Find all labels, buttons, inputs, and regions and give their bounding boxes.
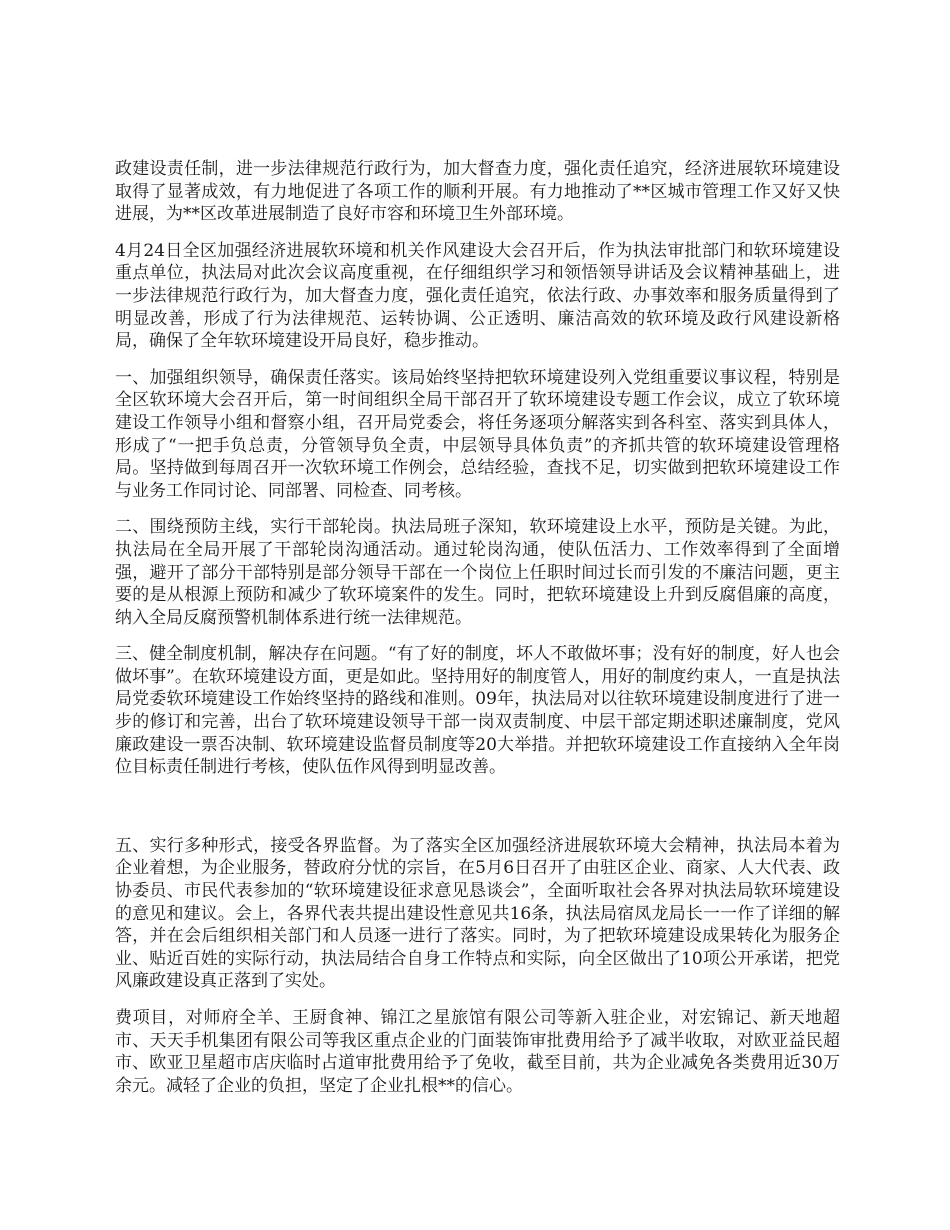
paragraph-meeting-summary: 4月24日全区加强经济进展软环境和机关作风建设大会召开后，作为执法审批部门和软环境建设重点单位，执法局对此次会议高度重视，在仔细组织学习和领悟领导讲话及会议精神基础上，进一步法律规范行政行为，加大督查力度，强化责任追究，依法行政、办事效率和服务质量得到了明显改善，形成了行为法律规范、运转协调、公正透明、廉洁高效的软环境及政行风建设新格局，确保了全年软环境建设开局良好，稳步推动。	[115, 240, 840, 352]
paragraph-section-three: 三、健全制度机制，解决存在问题。“有了好的制度，坏人不敢做坏事；没有好的制度，好人也会做坏事”。在软环境建设方面，更是如此。坚持用好的制度管人，用好的制度约束人，一直是执法局党委软环境建设工作始终坚持的路线和准则。09年，执法局对以往软环境建设制度进行了进一步的修订和完善，出台了软环境建设领导干部一岗双责制度、中层干部定期述职述廉制度，党风廉政建设一票否决制、软环境建设监督员制度等20大举措。并把软环境建设工作直接纳入全年岗位目标责任制进行考核，使队伍作风得到明显改善。	[115, 644, 840, 778]
paragraph-section-two: 二、围绕预防主线，实行干部轮岗。执法局班子深知，软环境建设上水平，预防是关键。为此，执法局在全局开展了干部轮岗沟通活动。通过轮岗沟通，使队伍活力、工作效率得到了全面增强，避开了部分干部特别是部分领导干部在一个岗位上任职时间过长而引发的不廉洁问题，更主要的是从根源上预防和减少了软环境案件的发生。同时，把软环境建设上升到反腐倡廉的高度，纳入全局反腐预警机制体系进行统一法律规范。	[115, 517, 840, 628]
document-body	[115, 158, 840, 1111]
paragraph-fee-reduction: 费项目，对师府全羊、王厨食神、锦江之星旅馆有限公司等新入驻企业，对宏锦记、新天地超市、天天手机集团有限公司等我区重点企业的门面装饰审批费用给予了减半收取，对欧亚益民超市、欧亚卫星超市店庆临时占道审批费用给予了免收，截至目前，共为企业减免各类费用近30万余元。减轻了企业的负担，坚定了企业扎根**的信心。	[115, 1008, 840, 1096]
paragraph-intro-continuation: 政建设责任制，进一步法律规范行政行为，加大督查力度，强化责任追究，经济进展软环境建设取得了显著成效，有力地促进了各项工作的顺利开展。有力地推动了**区城市管理工作又好又快进展，为**区改革进展制造了良好市容和环境卫生外部环境。	[115, 159, 840, 225]
paragraph-section-one: 一、加强组织领导，确保责任落实。该局始终坚持把软环境建设列入党组重要议事议程，特别是全区软环境大会召开后，第一时间组织全局干部召开了软环境建设专题工作会议，成立了软环境建设工作领导小组和督察小组，召开局党委会，将任务逐项分解落实到各科室、落实到具体人，形成了“一把手负总责，分管领导负全责，中层领导具体负责”的齐抓共管的软环境建设管理格局。坚持做到每周召开一次软环境工作例会，总结经验，查找不足，切实做到把软环境建设工作与业务工作同讨论、同部署、同检查、同考核。	[115, 367, 840, 501]
paragraph-section-five: 五、实行多种形式，接受各界监督。为了落实全区加强经济进展软环境大会精神，执法局本着为企业着想，为企业服务，替政府分忧的宗旨，在5月6日召开了由驻区企业、商家、人大代表、政协委员、市民代表参加的“软环境建设征求意见恳谈会”，全面听取社会各界对执法局软环境建设的意见和建议。会上，各界代表共提出建设性意见共16条，执法局宿凤龙局长一一作了详细的解答，并在会后组织相关部门和人员逐一进行了落实。同时，为了把软环境建设成果转化为服务企业、贴近百姓的实际行动，执法局结合自身工作特点和实际，向全区做出了10项公开承诺，把党风廉政建设真正落到了实处。	[115, 835, 840, 992]
